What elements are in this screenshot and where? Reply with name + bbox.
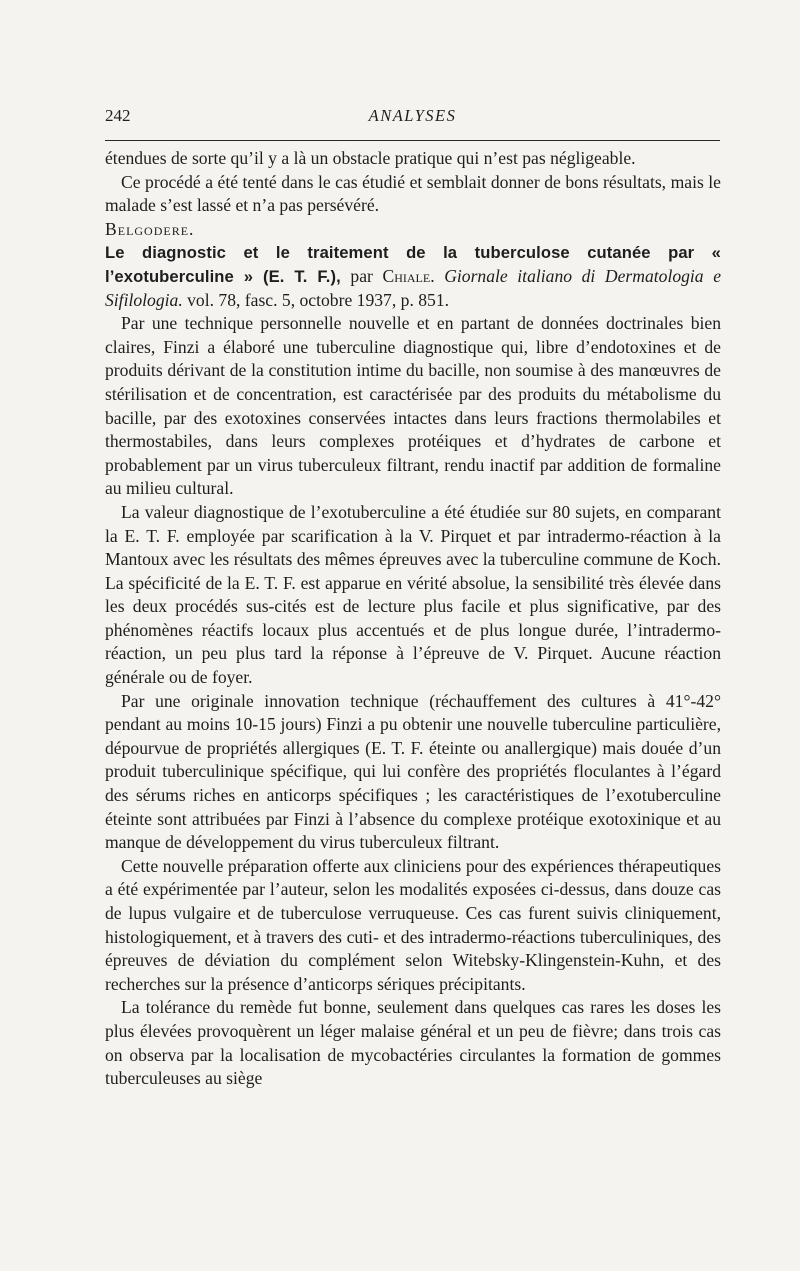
reviewer-signature: Belgodere.	[105, 218, 195, 239]
article-title: Le diagnostic et le traitement de la tuberculose cutanée par « l’exotuberculine » (E. T. F.),	[105, 243, 721, 286]
page-number: 242	[105, 106, 131, 125]
running-head	[105, 106, 720, 130]
citation: vol. 78, fasc. 5, octobre 1937, p. 851.	[187, 289, 450, 310]
paragraph: La valeur diagnostique de l’exotuberculine a été étudiée sur 80 sujets, en comparant la E. T. F. employée par scarification à la V. Pirquet et par intradermo-réaction à la Mantoux avec les résultats des mêmes épreuves avec la tuberculine commune de Koch. La spécificité de la E. T. F. est apparue en vérité absolue, la sensibilité très élevée dans les deux procédés sus-cités est de lecture plus facile et plus significative, par des phénomènes réactifs locaux plus accentués et de plus longue durée, l’intradermo-réaction, un peu plus tard la réponse à l’épreuve de V. Pirquet. Aucune réaction générale ou de foyer.	[105, 501, 721, 688]
paragraph: Cette nouvelle préparation offerte aux cliniciens pour des expériences thérapeutiques a été expérimentée par l’auteur, selon les modalités exposées ci-dessus, dans douze cas de lupus vulgaire et de tuberculose verruqueuse. Ces cas furent suivis cliniquement, histologiquement, et à travers des cuti- et des intradermo-réactions tuberculiniques, des épreuves de déviation du complément selon Witebsky-Klingenstein-Kuhn, et des recherches sur la présence d’anticorps sériques précipitants.	[105, 855, 721, 994]
paragraph: Par une technique personnelle nouvelle et en partant de données doctrinales bien claires, Finzi a élaboré une tuberculine diagnostique qui, libre d’endotoxines et de produits dérivant de la constitution intime du bacille, non soumise à des manœuvres de stérilisation et de concentration, est caractérisée par des produits du métabolisme du bacille, par des exotoxines conservées intactes dans leurs fractions thermolabiles et thermostabiles, dans leurs complexes protéiques et d’hydrates de carbone et probablement par un virus tuberculeux filtrant, rendu inactif par addition de formaline au milieu cultural.	[105, 313, 721, 499]
journal-name: Giornale italiano di Dermatologia e Sifilologia.	[105, 265, 721, 310]
header-rule	[105, 140, 720, 141]
paragraph: La tolérance du remède fut bonne, seulement dans quelques cas rares les doses les plus élevées provoquèrent un léger malaise général et un peu de fièvre; dans trois cas on observa par la localisation de mycobactéries circulantes la formation de gommes tuberculeuses au siège	[105, 997, 721, 1089]
paragraph: Ce procédé a été tenté dans le cas étudié et semblait donner de bons résultats, mais le malade s’est lassé et n’a pas persévéré.	[105, 171, 721, 216]
running-title: ANALYSES	[368, 106, 457, 125]
continued-paragraph: étendues de sorte qu’il y a là un obstacle pratique qui n’est pas négligeable.	[105, 148, 636, 168]
article-reference	[105, 241, 721, 312]
body-text	[105, 147, 721, 1091]
by-word: par	[350, 265, 373, 286]
paragraph: Par une originale innovation technique (réchauffement des cultures à 41°-42° pendant au moins 10-15 jours) Finzi a pu obtenir une nouvelle tuberculine particulière, dépourvue de propriétés allergiques (E. T. F. éteinte ou anallergique) mais douée d’un produit tuberculinique spécifique, qui lui confère des propriétés floculantes à l’égard des sérums riches en anticorps spécifiques ; les caractéristiques de l’exotuberculine éteinte sont attribuées par Finzi à l’absence du complexe protéique exotoxinique et au manque de développement du virus tuberculeux filtrant.	[105, 690, 721, 853]
article-author: Chiale.	[382, 265, 435, 286]
